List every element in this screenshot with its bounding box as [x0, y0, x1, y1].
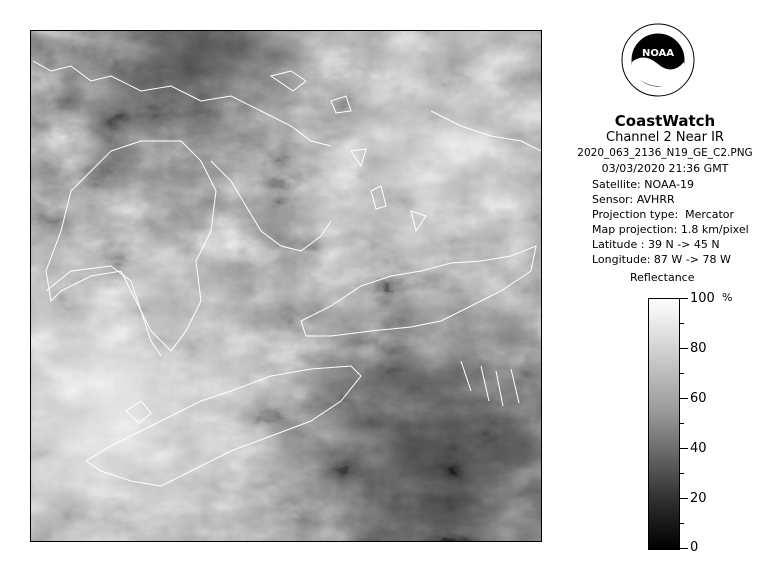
- satellite-image: [30, 30, 542, 542]
- projection-type-text: Projection type: Mercator: [592, 208, 735, 221]
- reflectance-colorbar: [648, 298, 680, 550]
- tick-20: [680, 498, 688, 499]
- longitude-text: Longitude: 87 W -> 78 W: [592, 253, 731, 266]
- minor-tick: [680, 423, 684, 424]
- minor-tick: [680, 473, 684, 474]
- tick-label-100: 100: [690, 291, 715, 306]
- acquisition-datetime: 03/03/2020 21:36 GMT: [601, 162, 729, 175]
- sensor-text: Sensor: AVHRR: [592, 193, 675, 206]
- tick-0: [680, 548, 688, 549]
- product-title: CoastWatch: [614, 112, 716, 130]
- tick-label-40: 40: [690, 441, 707, 456]
- noaa-logo: [620, 22, 696, 98]
- tick-label-0: 0: [690, 540, 699, 555]
- channel-subtitle: Channel 2 Near IR: [606, 130, 724, 145]
- latitude-text: Latitude : 39 N -> 45 N: [592, 238, 720, 251]
- tick-label-60: 60: [690, 391, 707, 406]
- reflectance-label: Reflectance: [630, 271, 695, 284]
- file-name: 2020_063_2136_N19_GE_C2.PNG: [577, 147, 753, 159]
- tick-40: [680, 448, 688, 449]
- tick-100: [680, 298, 688, 299]
- noaa-logo-text: NOAA: [641, 48, 675, 59]
- reflectance-unit: %: [722, 291, 733, 304]
- minor-tick: [680, 323, 684, 324]
- minor-tick: [680, 373, 684, 374]
- dark-clear-n: [31, 31, 541, 541]
- tick-80: [680, 348, 688, 349]
- satellite-text: Satellite: NOAA-19: [592, 178, 695, 191]
- map-projection-text: Map projection: 1.8 km/pixel: [592, 223, 749, 236]
- tick-60: [680, 398, 688, 399]
- minor-tick: [680, 523, 684, 524]
- tick-label-80: 80: [690, 341, 707, 356]
- cloud-imagery: [31, 31, 541, 541]
- tick-label-20: 20: [690, 491, 707, 506]
